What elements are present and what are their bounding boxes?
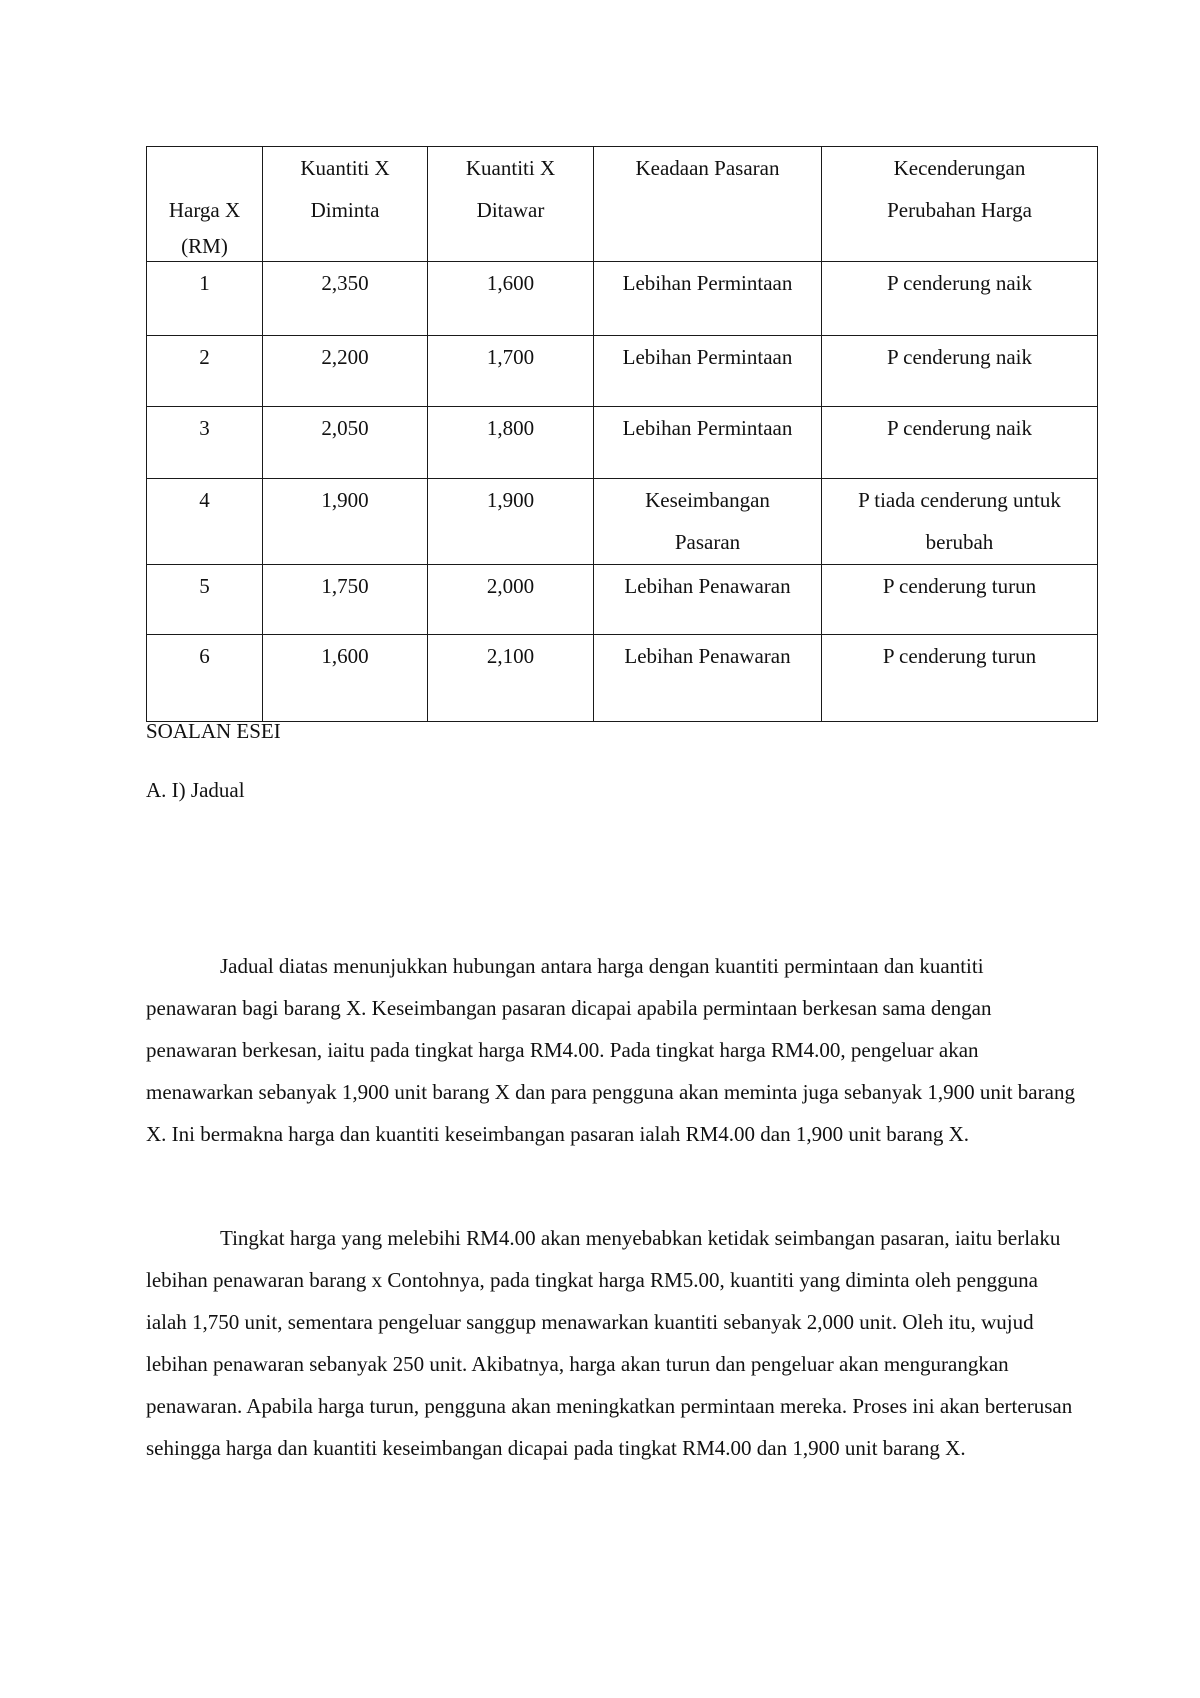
- cell-keadaan: Lebihan Penawaran: [594, 635, 822, 722]
- cell-diminta: 2,050: [263, 407, 428, 479]
- cell-ditawar: 2,100: [428, 635, 594, 722]
- table-row: [147, 262, 1098, 336]
- cell-keadaan: Keseimbangan Pasaran: [594, 479, 822, 565]
- cell-diminta: 1,900: [263, 479, 428, 565]
- table-row: [147, 635, 1098, 722]
- header-cell-ditawar: [428, 147, 594, 262]
- cell-harga: 1: [147, 262, 263, 336]
- price-quantity-table: [146, 146, 1098, 722]
- cell-keadaan: Lebihan Permintaan: [594, 262, 822, 336]
- header-text: Harga X: [168, 198, 241, 222]
- cell-kecenderungan: P cenderung turun: [822, 635, 1098, 722]
- header-text: Perubahan Harga: [887, 198, 1032, 222]
- cell-keadaan: Lebihan Penawaran: [594, 565, 822, 635]
- cell-kecenderungan: P tiada cenderung untuk berubah: [822, 479, 1098, 565]
- cell-diminta: 1,750: [263, 565, 428, 635]
- cell-diminta: 2,350: [263, 262, 428, 336]
- subsection-title: A. I) Jadual: [146, 778, 245, 802]
- cell-ditawar: 1,700: [428, 336, 594, 407]
- header-text: Kuantiti X: [300, 156, 390, 180]
- cell-keadaan: Lebihan Permintaan: [594, 407, 822, 479]
- header-text: Keadaan Pasaran: [635, 156, 780, 180]
- cell-ditawar: 1,600: [428, 262, 594, 336]
- cell-ditawar: 2,000: [428, 565, 594, 635]
- header-cell-harga: [147, 147, 263, 262]
- table-row: [147, 407, 1098, 479]
- table-row: [147, 336, 1098, 407]
- paragraph-2: Tingkat harga yang melebihi RM4.00 akan menyebabkan ketidak seimbangan pasaran, iaitu berlaku lebihan penawaran barang x Contohnya, pada tingkat harga RM5.00, kuantiti yang diminta oleh pengguna ialah 1,750 unit, sementara pengeluar sanggup menawarkan kuantiti sebanyak 2,000 unit. Oleh itu, wujud lebihan penawaran sebanyak 250 unit. Akibatnya, harga akan turun dan pengeluar akan mengurangkan penawaran. Apabila harga turun, pengguna akan meningkatkan permintaan mereka. Proses ini akan berterusan sehingga harga dan kuantiti keseimbangan dicapai pada tingkat RM4.00 dan 1,900 unit barang X.: [146, 1226, 1073, 1460]
- cell-ditawar: 1,900: [428, 479, 594, 565]
- cell-harga: 5: [147, 565, 263, 635]
- cell-harga: 4: [147, 479, 263, 565]
- header-text: Diminta: [310, 198, 380, 222]
- cell-kecenderungan: P cenderung turun: [822, 565, 1098, 635]
- cell-harga: 6: [147, 635, 263, 722]
- cell-diminta: 2,200: [263, 336, 428, 407]
- header-cell-keadaan: [594, 147, 822, 262]
- table-row: [147, 479, 1098, 565]
- table-row: [147, 565, 1098, 635]
- cell-kecenderungan: P cenderung naik: [822, 407, 1098, 479]
- cell-harga: 3: [147, 407, 263, 479]
- table-header-row: [147, 147, 1098, 262]
- cell-ditawar: 1,800: [428, 407, 594, 479]
- cell-harga: 2: [147, 336, 263, 407]
- section-title: SOALAN ESEI: [146, 719, 281, 743]
- header-text: Kecenderungan: [893, 156, 1026, 180]
- header-cell-kecenderungan: [822, 147, 1098, 262]
- cell-kecenderungan: P cenderung naik: [822, 262, 1098, 336]
- cell-keadaan: Lebihan Permintaan: [594, 336, 822, 407]
- cell-diminta: 1,600: [263, 635, 428, 722]
- header-text: (RM): [181, 234, 228, 258]
- paragraph-1: Jadual diatas menunjukkan hubungan antara harga dengan kuantiti permintaan dan kuantiti penawaran bagi barang X. Keseimbangan pasaran dicapai apabila permintaan berkesan sama dengan penawaran berkesan, iaitu pada tingkat harga RM4.00. Pada tingkat harga RM4.00, pengeluar akan menawarkan sebanyak 1,900 unit barang X dan para pengguna akan meminta juga sebanyak 1,900 unit barang X. Ini bermakna harga dan kuantiti keseimbangan pasaran ialah RM4.00 dan 1,900 unit barang X.: [146, 954, 1075, 1146]
- cell-kecenderungan: P cenderung naik: [822, 336, 1098, 407]
- header-text: Kuantiti X: [465, 156, 556, 180]
- header-text: Ditawar: [476, 198, 545, 222]
- header-cell-diminta: [263, 147, 428, 262]
